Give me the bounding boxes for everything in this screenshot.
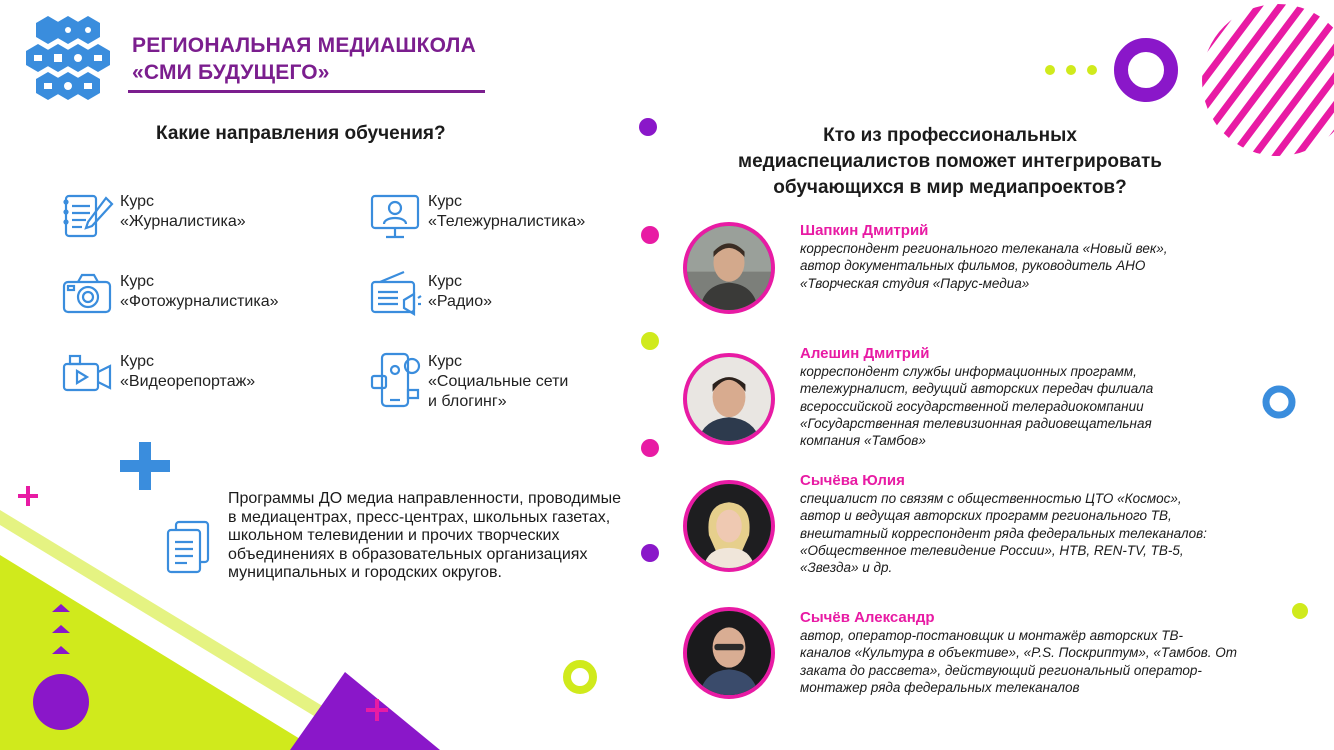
avatar — [683, 480, 775, 572]
expert-name: Шапкин Дмитрий — [800, 222, 929, 239]
description-line: компания «Тамбов» — [800, 433, 926, 449]
radio-icon — [370, 270, 422, 322]
heading-line-3: обучающихся в мир медиапроектов? — [773, 177, 1127, 198]
experts-heading — [640, 123, 1260, 201]
course-name: «Радио» — [428, 293, 493, 310]
title-underline — [128, 90, 485, 93]
expert-description — [800, 240, 1270, 292]
tv-presenter-icon — [370, 190, 422, 242]
description-line: «Творческая студия «Парус-медиа» — [800, 275, 1030, 291]
course-prefix: Курс — [120, 353, 155, 370]
description-line: тележурналист, ведущий авторских передач филиала — [800, 381, 1154, 397]
course-prefix: Курс — [428, 353, 463, 370]
expert-description — [800, 627, 1270, 696]
course-journalism — [62, 190, 352, 260]
notebook-pen-icon — [62, 190, 114, 242]
course-name-line-2: и блогинг» — [428, 393, 507, 410]
avatar — [683, 607, 775, 699]
heading-line-1: Кто из профессиональных — [823, 125, 1077, 146]
avatar — [683, 353, 775, 445]
expert-name: Алешин Дмитрий — [800, 345, 930, 362]
description-line: автор, оператор-постановщик и монтажёр авторских ТВ- — [800, 628, 1183, 643]
courses-heading: Какие направления обучения? — [156, 123, 446, 144]
description-line: внештатный корреспондент ряда федеральных телеканалов: — [800, 525, 1207, 541]
expert-name: Сычёва Юлия — [800, 472, 905, 489]
course-name: «Тележурналистика» — [428, 213, 586, 230]
expert-description — [800, 363, 1270, 449]
course-prefix: Курс — [120, 193, 155, 210]
course-prefix: Курс — [428, 193, 463, 210]
description-line: заката до рассвета», действующий региональный оператор- — [800, 662, 1202, 678]
video-camera-icon — [62, 350, 114, 402]
course-name: «Журналистика» — [120, 213, 246, 230]
course-radio — [370, 270, 660, 340]
description-line: автор документальных фильмов, руководитель АНО — [800, 258, 1146, 274]
avatar — [683, 222, 775, 314]
course-tv-journalism — [370, 190, 660, 260]
course-video-report — [62, 350, 352, 420]
description-line: автор и ведущая авторских программ регионального ТВ, — [800, 508, 1172, 524]
course-prefix: Курс — [428, 273, 463, 290]
programs-description: Программы ДО медиа направленности, проводимые в медиацентрах, пресс-центрах, школьных газетах, школьном телевидении и прочих творческих объединениях в образовательных организациях муниципальных и городских округов. — [228, 490, 622, 581]
description-line: корреспондент службы информационных программ, — [800, 364, 1137, 379]
description-line: каналов «Культура в объективе», «P.S. Поскриптум», «Тамбов. От — [800, 645, 1238, 661]
course-name: «Видеорепортаж» — [120, 373, 256, 390]
course-name-line-1: «Социальные сети — [428, 373, 569, 390]
course-name: «Фотожурналистика» — [120, 293, 279, 310]
course-photojournalism — [62, 270, 352, 340]
expert-name: Сычёв Александр — [800, 609, 935, 626]
description-line: специалист по связям с общественностью ЦТО «Космос», — [800, 491, 1182, 506]
title-line-1: РЕГИОНАЛЬНАЯ МЕДИАШКОЛА — [132, 34, 476, 57]
description-line: «Общественное телевидение России», НТВ, REN-TV, ТВ-5, — [800, 542, 1184, 558]
logo-icon — [22, 14, 114, 102]
description-line: монтажер ряда федеральных телеканалов — [800, 679, 1080, 695]
course-social-media — [370, 350, 660, 430]
page-title — [132, 32, 476, 86]
smartphone-social-icon — [370, 350, 422, 410]
description-line: корреспондент регионального телеканала «Новый век», — [800, 241, 1168, 256]
description-line: «Государственная телевизионная радиовещательная — [800, 415, 1152, 431]
heading-line-2: медиаспециалистов поможет интегрировать — [738, 151, 1162, 172]
description-line: «Звезда» и др. — [800, 560, 893, 576]
documents-icon — [164, 520, 212, 574]
description-line: всероссийской государственной телерадиокомпании — [800, 398, 1144, 414]
course-prefix: Курс — [120, 273, 155, 290]
expert-description — [800, 490, 1270, 576]
camera-icon — [62, 270, 114, 322]
title-line-2: «СМИ БУДУЩЕГО» — [132, 61, 330, 84]
